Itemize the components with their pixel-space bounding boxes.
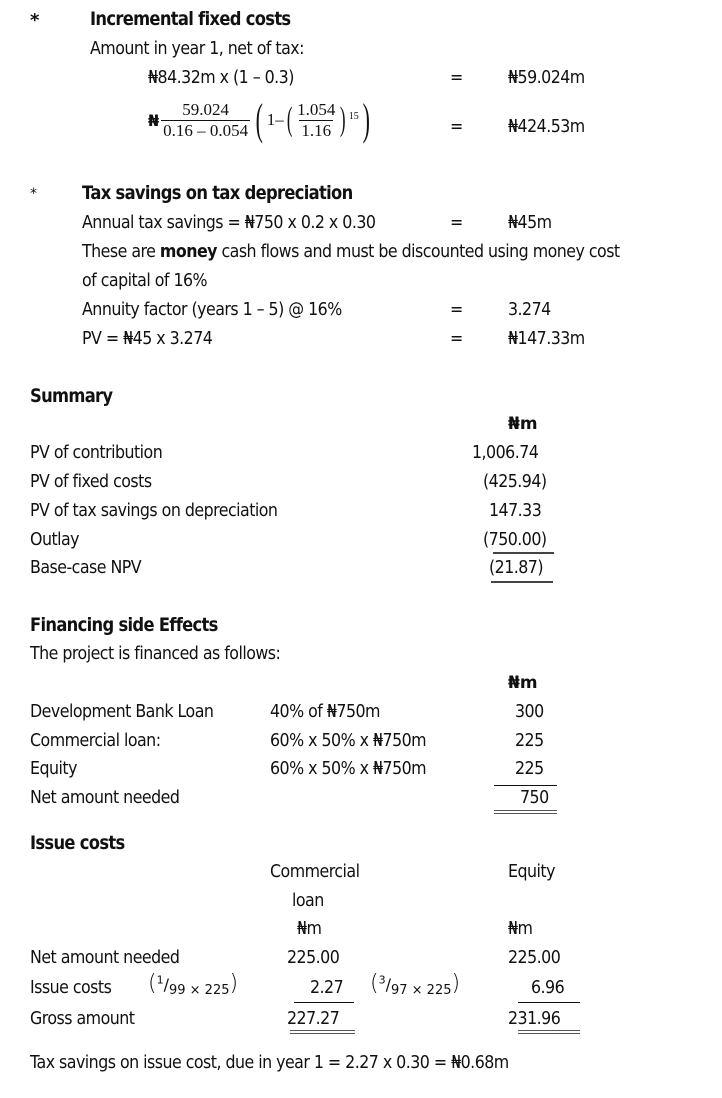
calc-expression: Annual tax savings = ₦750 x 0.2 x 0.30 — [82, 212, 376, 233]
financing-value: 225 — [515, 730, 544, 751]
underline — [491, 581, 553, 583]
equals-sign: = — [450, 212, 463, 233]
numerator: 59.024 — [182, 99, 230, 119]
issue-cost-formula: $(^1/_{99 \times 225})$ — [148, 971, 239, 999]
note-text: These are — [82, 241, 160, 262]
unit-header: ₦m — [508, 414, 538, 434]
financing-value: 300 — [515, 701, 544, 722]
financing-label: Net amount needed — [30, 787, 180, 808]
equals-sign: = — [450, 299, 463, 320]
column-header-equity: Equity — [508, 861, 555, 882]
equals-sign: = — [450, 116, 463, 137]
calc-expression: Annuity factor (years 1 – 5) @ 16% — [82, 299, 342, 320]
double-underline — [494, 810, 557, 814]
financing-value: 225 — [515, 758, 544, 779]
equals-sign: = — [450, 67, 463, 88]
double-underline — [290, 1030, 355, 1034]
financing-label: Equity — [30, 758, 77, 779]
issue-value: 2.27 — [310, 977, 344, 998]
open-paren: ( — [255, 95, 264, 144]
issue-value: 225.00 — [508, 947, 561, 968]
formula-numerator: 1 — [156, 973, 164, 987]
financing-basis: 40% of ₦750m — [270, 701, 380, 722]
summary-value: 1,006.74 — [472, 442, 539, 463]
financing-value: 750 — [520, 787, 549, 808]
discount-note-line2: of capital of 16% — [82, 270, 208, 291]
inner-close-paren: ) — [340, 101, 346, 138]
calc-result: ₦59.024m — [508, 67, 585, 88]
unit-header: ₦m — [508, 918, 533, 939]
subtotal-line — [294, 1002, 354, 1003]
financing-label: Development Bank Loan — [30, 701, 214, 722]
note-text: cash flows and must be discounted using money cost — [216, 241, 620, 262]
underline — [493, 552, 554, 554]
section-heading: Summary — [30, 385, 113, 407]
double-underline — [518, 1030, 580, 1034]
subtotal-line — [494, 785, 557, 786]
discount-note — [82, 241, 620, 262]
annuity-growth-formula — [148, 95, 373, 144]
calc-result: ₦45m — [508, 212, 552, 233]
unit-header: ₦m — [508, 673, 538, 693]
summary-label: Base-case NPV — [30, 557, 142, 578]
one-minus: 1– — [266, 110, 284, 129]
issue-value: 231.96 — [508, 1008, 561, 1029]
subtotal-line — [518, 1002, 580, 1003]
summary-value: (21.87) — [489, 557, 544, 578]
issue-cost-formula: $(^3/_{97 \times 225})$ — [370, 971, 461, 999]
summary-label: PV of fixed costs — [30, 471, 152, 492]
issue-label: Issue costs — [30, 977, 112, 998]
issue-label: Gross amount — [30, 1008, 135, 1029]
bullet-marker: * — [30, 10, 40, 31]
financing-basis: 60% x 50% x ₦750m — [270, 730, 427, 751]
formula-denominator: 97 × 225 — [390, 983, 452, 999]
inner-numerator: 1.054 — [297, 99, 336, 119]
issue-value: 6.96 — [531, 977, 565, 998]
equals-sign: = — [450, 328, 463, 349]
unit-header: ₦m — [297, 918, 322, 939]
summary-value: 147.33 — [489, 500, 542, 521]
column-header-commercial: Commercial — [270, 861, 360, 882]
summary-label: PV of tax savings on depreciation — [30, 500, 278, 521]
section-heading: Tax savings on tax depreciation — [82, 182, 353, 204]
summary-value: (425.94) — [483, 471, 547, 492]
calc-result: ₦424.53m — [508, 116, 585, 137]
summary-label: PV of contribution — [30, 442, 163, 463]
section-heading: Financing side Effects — [30, 614, 218, 636]
intro-text: The project is financed as follows: — [30, 643, 281, 664]
summary-value: (750.00) — [483, 529, 547, 550]
inner-fraction — [295, 100, 337, 141]
section-heading: Issue costs — [30, 832, 125, 854]
close-paren: ) — [362, 95, 370, 144]
column-header-commercial-line2: loan — [292, 890, 324, 911]
inner-open-paren: ( — [286, 101, 293, 138]
inner-denominator: 1.16 — [301, 120, 332, 140]
financing-label: Commercial loan: — [30, 730, 161, 751]
calc-expression: ₦84.32m x (1 – 0.3) — [148, 67, 294, 88]
issue-label: Net amount needed — [30, 947, 180, 968]
main-fraction — [161, 100, 250, 141]
bullet-marker: * — [30, 186, 37, 202]
denominator: 0.16 – 0.054 — [163, 120, 249, 140]
note-emphasis: money — [159, 241, 217, 262]
issue-value: 225.00 — [287, 947, 340, 968]
calc-expression: PV = ₦45 x 3.274 — [82, 328, 213, 349]
issue-value: 227.27 — [287, 1008, 340, 1029]
summary-label: Outlay — [30, 529, 80, 550]
formula-numerator: 3 — [378, 973, 386, 987]
section-heading: Incremental fixed costs — [90, 8, 291, 30]
calc-result: 3.274 — [508, 299, 551, 320]
formula-denominator: 99 × 225 — [168, 983, 230, 999]
exponent: 15 — [348, 110, 359, 122]
intro-text: Amount in year 1, net of tax: — [90, 38, 304, 59]
tax-savings-note: Tax savings on issue cost, due in year 1 = 2.27 x 0.30 = ₦0.68m — [30, 1052, 509, 1073]
calc-result: ₦147.33m — [508, 328, 585, 349]
naira-symbol: ₦ — [148, 110, 160, 130]
financing-basis: 60% x 50% x ₦750m — [270, 758, 427, 779]
